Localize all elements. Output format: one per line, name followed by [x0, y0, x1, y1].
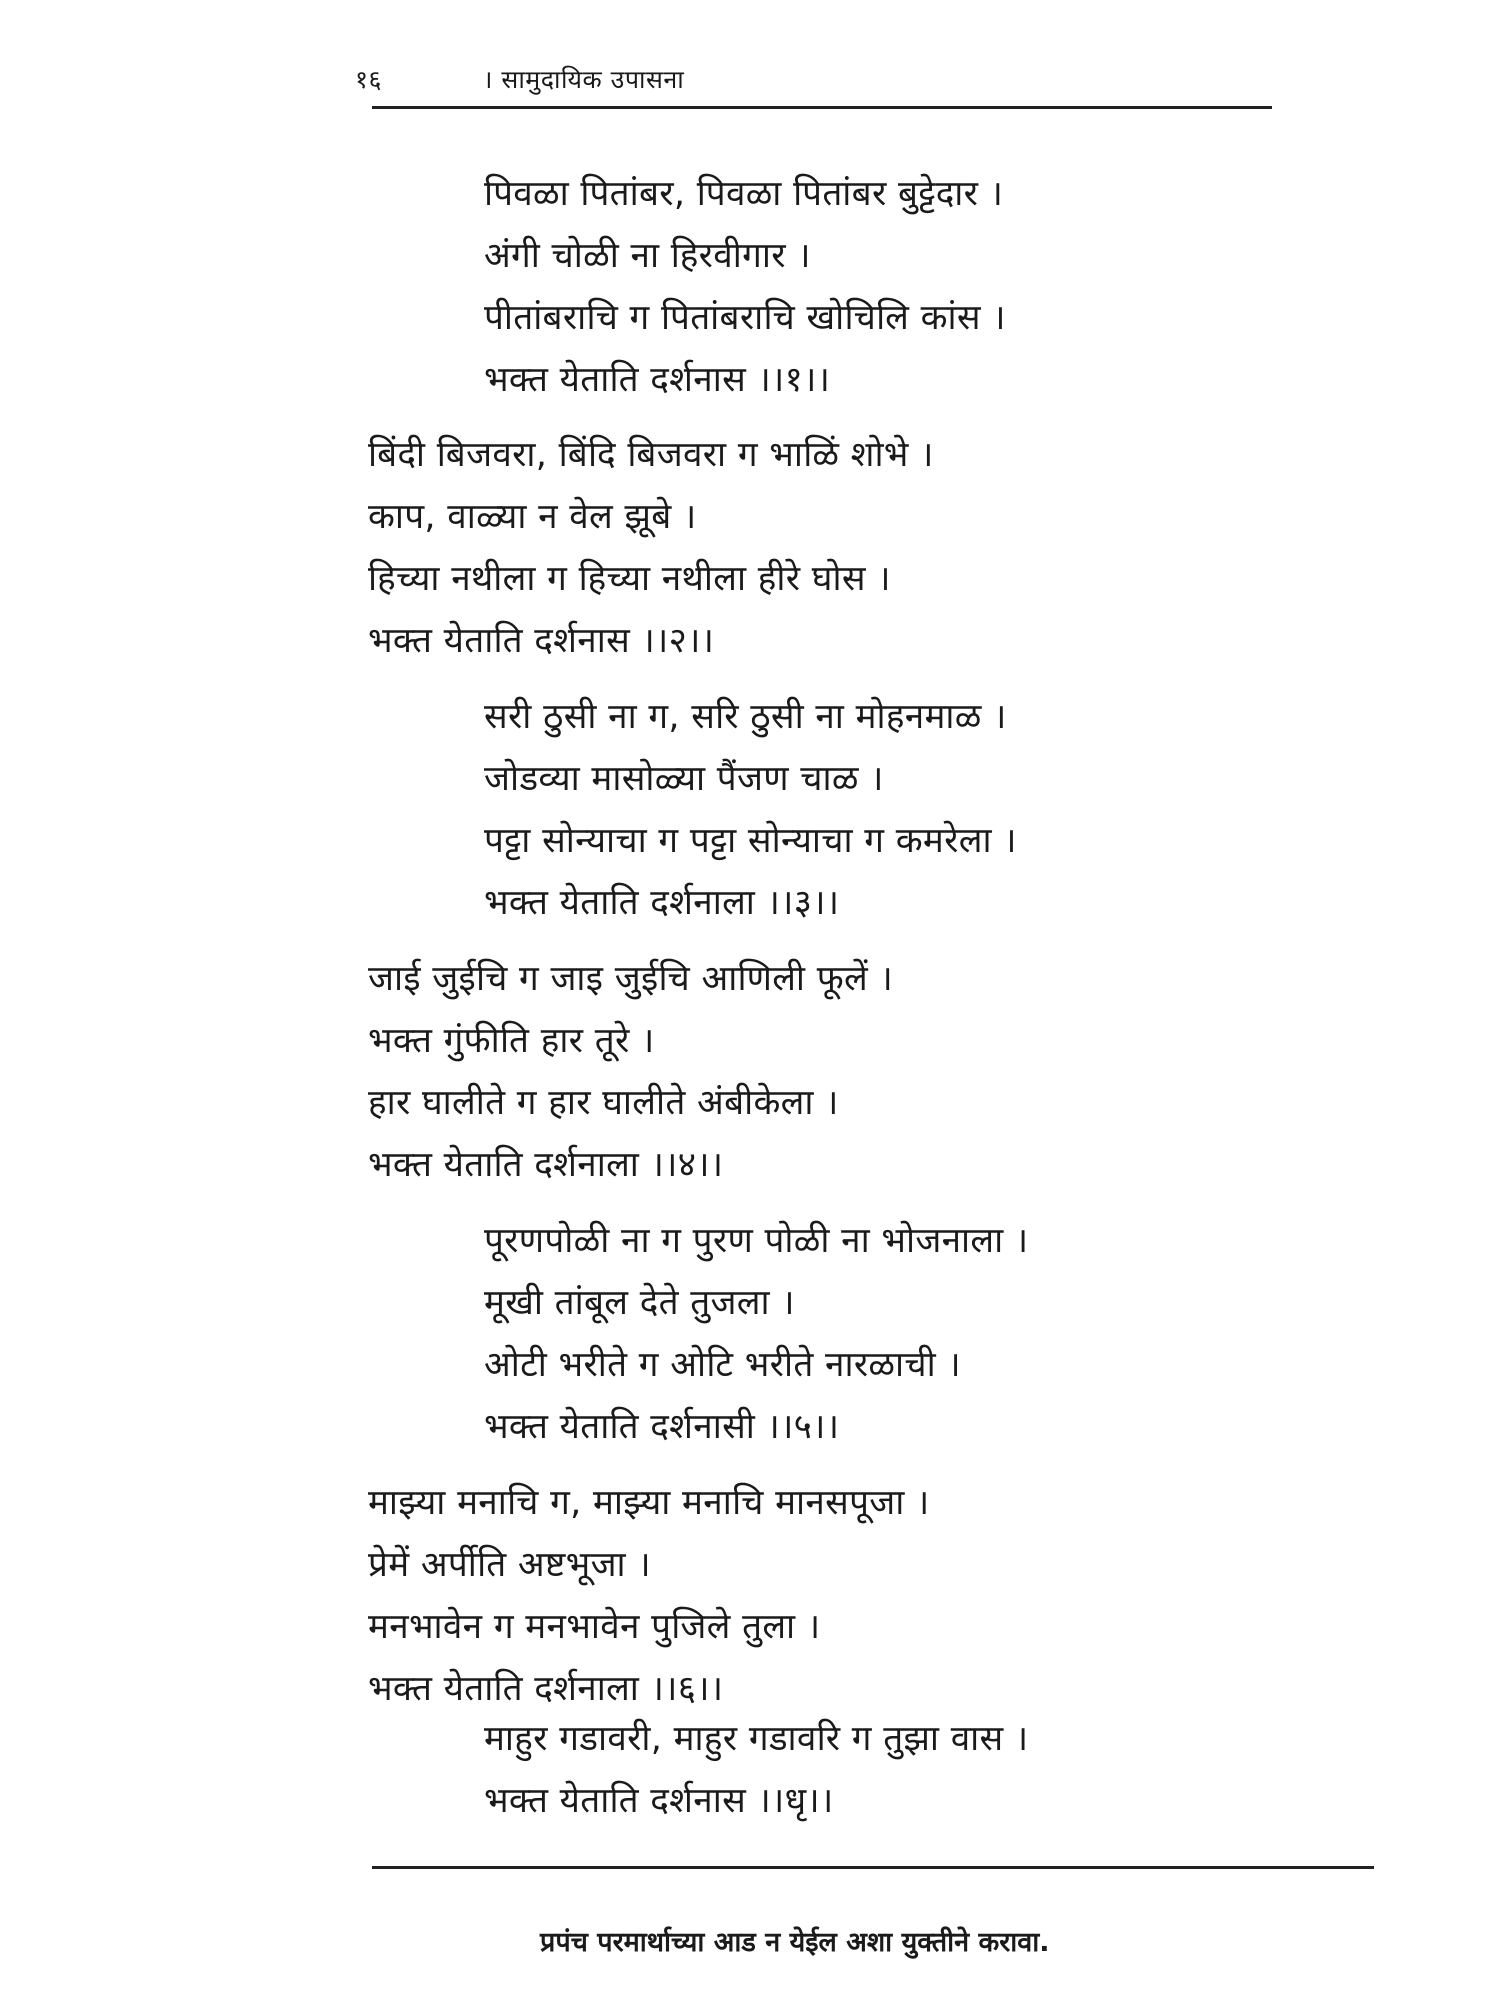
verse-line: काप, वाळ्या न वेल झूबे । — [368, 497, 697, 537]
stanza-4 — [368, 948, 893, 1196]
stanza-3 — [484, 686, 1017, 934]
verse-line: पट्टा सोन्याचा ग पट्टा सोन्याचा ग कमरेला । — [484, 821, 1017, 861]
verse-line: जोडव्या मासोळ्या पैंजण चाळ । — [484, 759, 884, 799]
verse-line: बिंदी बिजवरा, बिंदि बिजवरा ग भाळिं शोभे । — [368, 435, 934, 475]
verse-line: भक्त येताति दर्शनाला ।।३।। — [484, 883, 840, 923]
verse-line: ओटी भरीते ग ओटि भरीते नारळाची । — [484, 1345, 961, 1385]
verse-line: माझ्या मनाचि ग, माझ्या मनाचि मानसपूजा । — [368, 1483, 930, 1523]
verse-line: पीतांबराचि ग पितांबराचि खोचिलि कांस । — [484, 298, 1006, 338]
verse-line: भक्त येताति दर्शनास ।।२।। — [368, 621, 715, 661]
stanza-6 — [368, 1472, 930, 1720]
verse-line: भक्त येताति दर्शनासी ।।५।। — [484, 1407, 840, 1447]
verse-line: पूरणपोळी ना ग पुरण पोळी ना भोजनाला । — [484, 1221, 1029, 1261]
verse-line: मनभावेन ग मनभावेन पुजिले तुला । — [368, 1607, 821, 1647]
verse-line: माहुर गडावरी, माहुर गडावरि ग तुझा वास । — [484, 1719, 1029, 1759]
verse-line: भक्त येताति दर्शनाला ।।६।। — [368, 1669, 724, 1709]
header-rule — [372, 106, 1272, 109]
verse-line: हिच्या नथीला ग हिच्या नथीला हीरे घोस । — [368, 559, 891, 599]
verse-line: हार घालीते ग हार घालीते अंबीकेला । — [368, 1083, 839, 1123]
verse-line: सरी ठुसी ना ग, सरि ठुसी ना मोहनमाळ । — [484, 697, 1007, 737]
verse-line: प्रेमें अर्पीति अष्टभूजा । — [368, 1545, 651, 1585]
footer-rule — [372, 1866, 1374, 1869]
verse-line: भक्त येताति दर्शनास ।।१।। — [484, 360, 831, 400]
verse-line: जाई जुईचि ग जाइ जुईचि आणिली फूलें । — [368, 959, 894, 999]
running-title: । सामुदायिक उपासना — [483, 65, 685, 94]
footer-quote: प्रपंच परमार्थाच्या आड न येईल अशा युक्तीने करावा. — [540, 1927, 1050, 1958]
verse-line: भक्त गुंफीति हार तूरे । — [368, 1021, 655, 1061]
verse-line: मूखी तांबूल देते तुजला । — [484, 1283, 795, 1323]
verse-line: पिवळा पितांबर, पिवळा पितांबर बुट्टेदार । — [484, 174, 1004, 214]
page-number: १६ — [355, 65, 383, 94]
refrain-stanza — [484, 1708, 1029, 1832]
stanza-2 — [368, 424, 934, 672]
verse-line: भक्त येताति दर्शनास ।।धृ।। — [484, 1781, 834, 1821]
stanza-1 — [484, 163, 1006, 411]
verse-line: अंगी चोळी ना हिरवीगार । — [484, 236, 811, 276]
verse-line: भक्त येताति दर्शनाला ।।४।। — [368, 1145, 724, 1185]
stanza-5 — [484, 1210, 1028, 1458]
